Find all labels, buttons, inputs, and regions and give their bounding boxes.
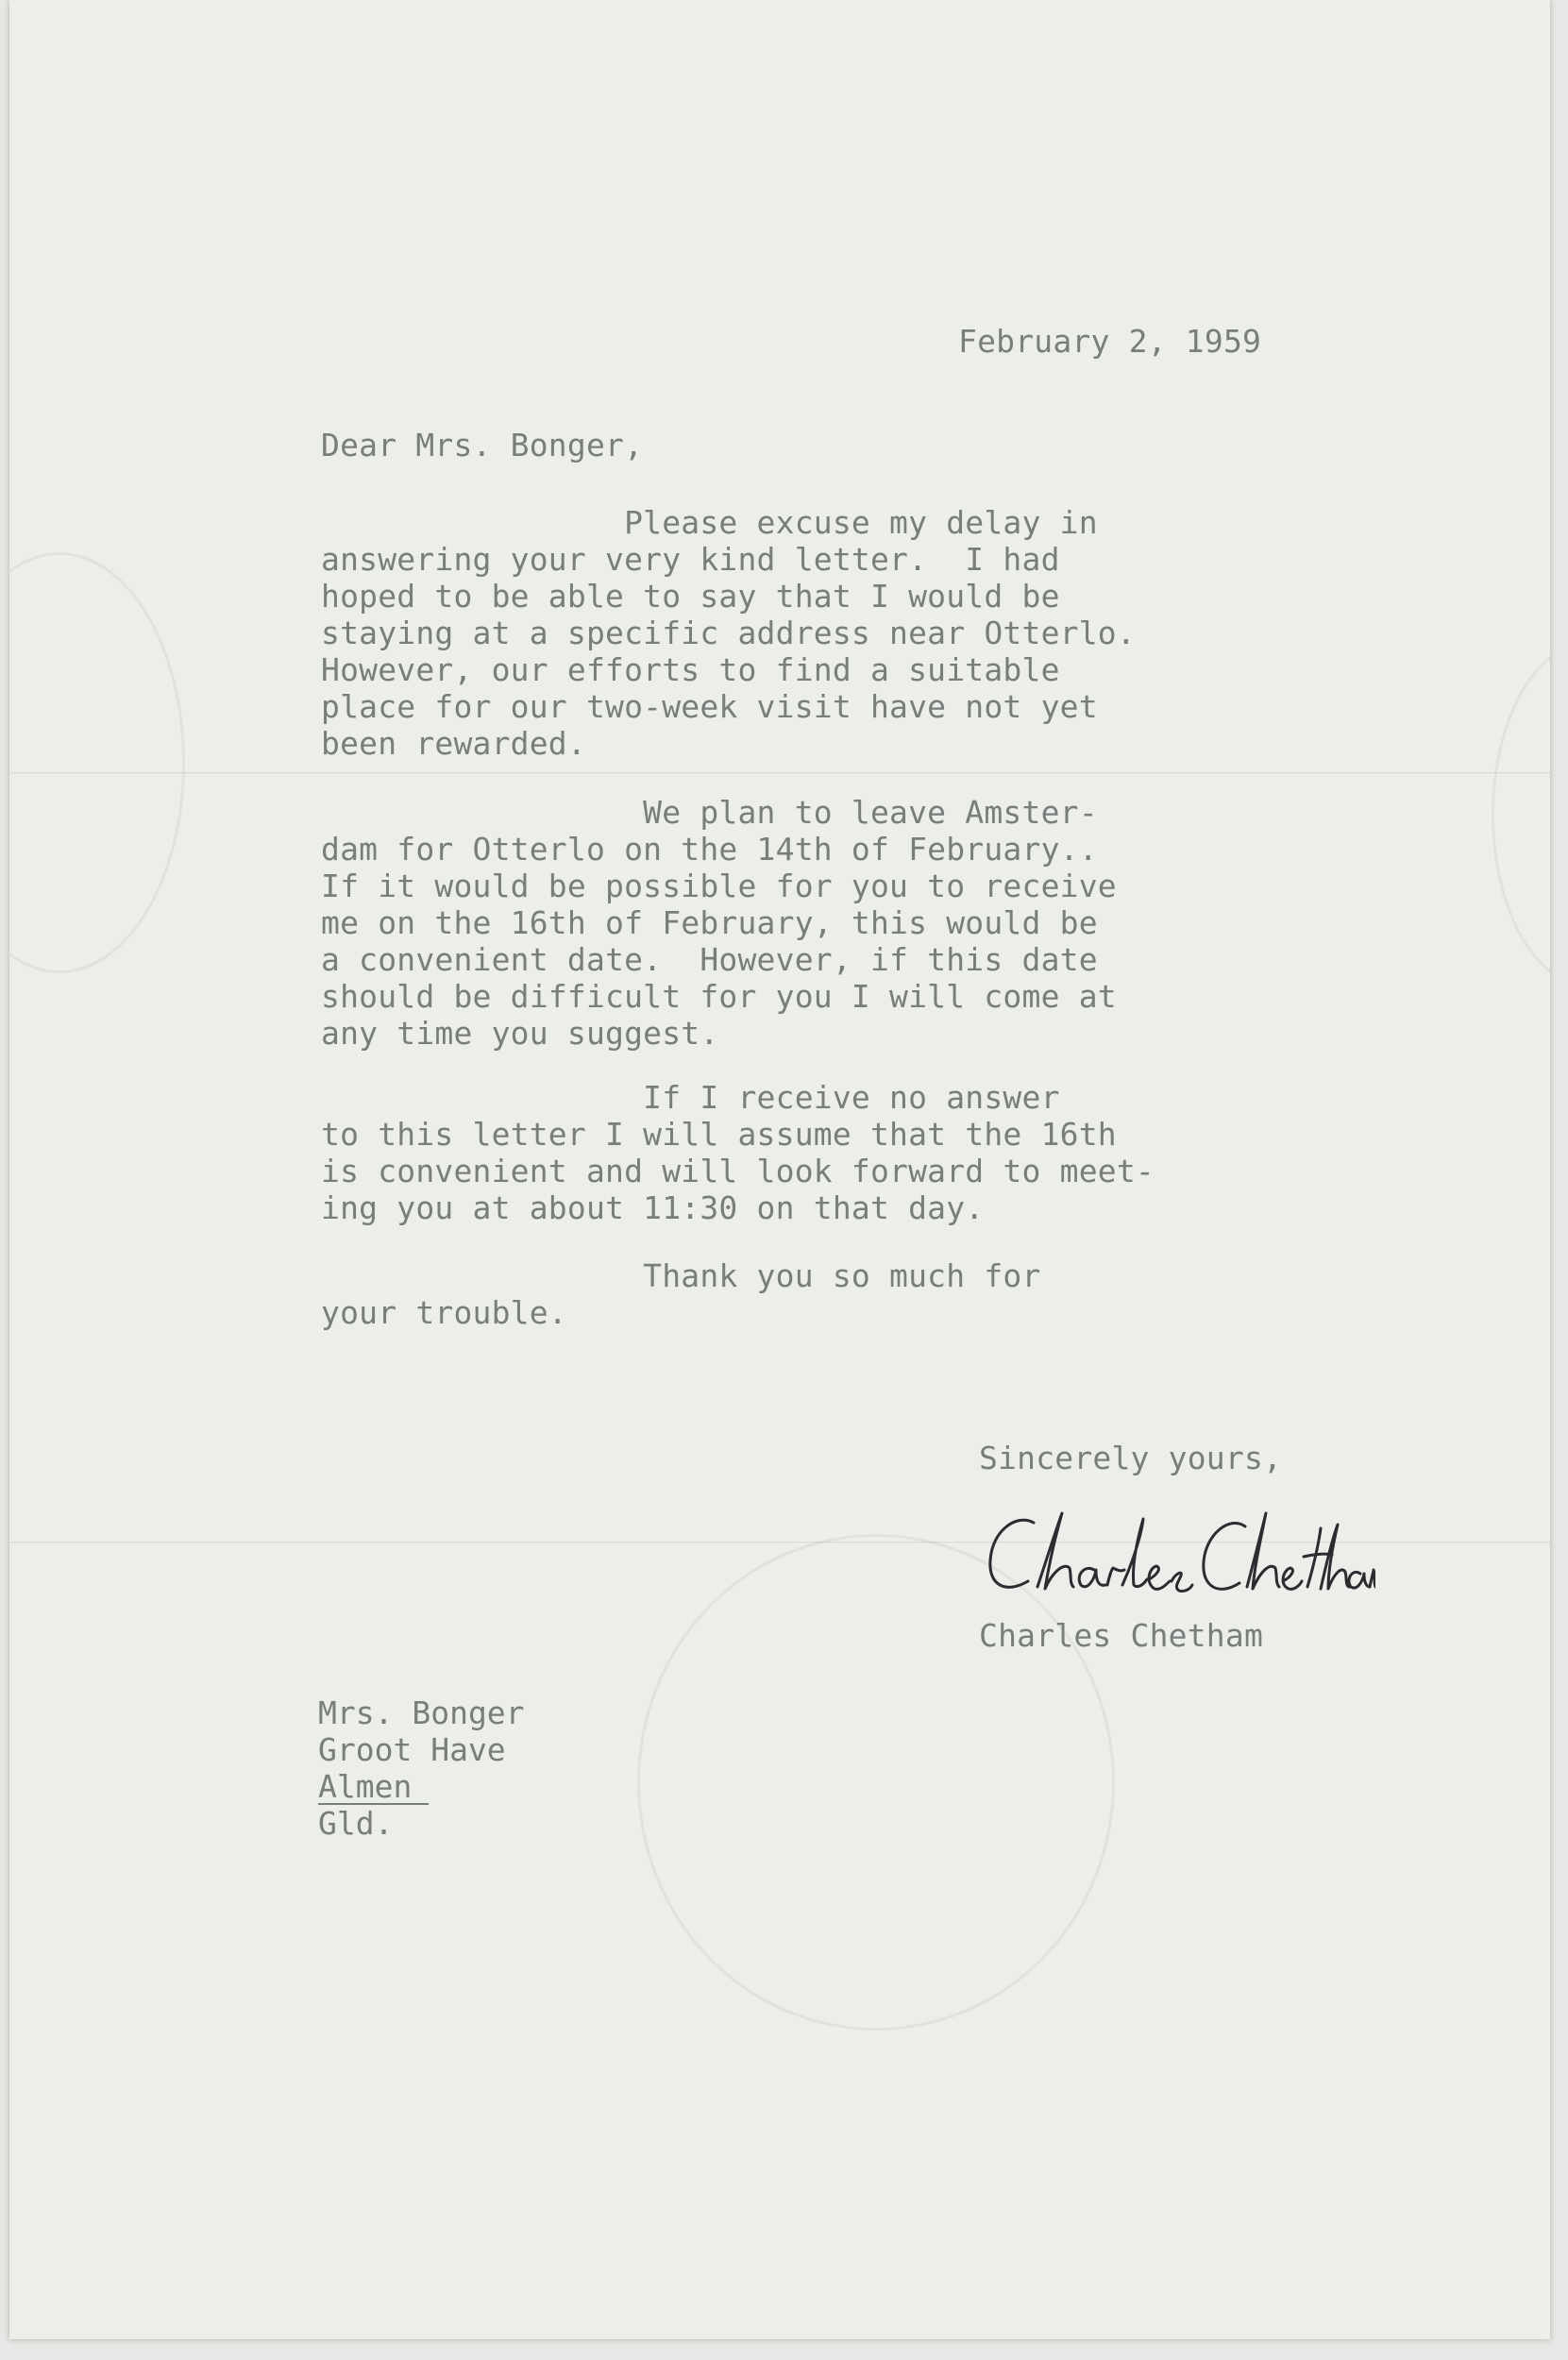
address-name: Mrs. Bonger <box>318 1694 525 1731</box>
body-paragraph-1: Please excuse my delay in answering your very kind letter. I had hoped to be able to say that I would be staying at a specific address near Otterlo. However, our efforts to find a suitable place for our two-week visit have not yet been rewarded. <box>321 504 1136 762</box>
recipient-address <box>318 1694 525 1842</box>
body-paragraph-3: If I receive no answer to this letter I will assume that the 16th is convenient and will look forward to meet- ing you at about 11:30 on that day. <box>321 1079 1155 1226</box>
address-street: Groot Have <box>318 1731 506 1768</box>
address-city: Almen <box>318 1771 429 1805</box>
address-province: Gld. <box>318 1805 394 1842</box>
faint-seal-impression-left <box>9 552 185 973</box>
body-paragraph-2: We plan to leave Amster- dam for Otterlo on the 14th of February.. If it would be possible for you to receive me on the 16th of February, this would be a convenient date. However, if this date should be difficult for you I will come at any time you suggest. <box>321 794 1117 1052</box>
salutation: Dear Mrs. Bonger, <box>321 427 644 464</box>
paper-fold-upper <box>9 772 1550 775</box>
handwritten-signature <box>979 1502 1375 1615</box>
body-paragraph-4: Thank you so much for your trouble. <box>321 1257 1041 1331</box>
faint-seal-impression-right <box>1492 642 1550 987</box>
letter-date: February 2, 1959 <box>958 323 1262 360</box>
printed-name: Charles Chetham <box>979 1617 1264 1654</box>
closing: Sincerely yours, <box>979 1440 1283 1476</box>
